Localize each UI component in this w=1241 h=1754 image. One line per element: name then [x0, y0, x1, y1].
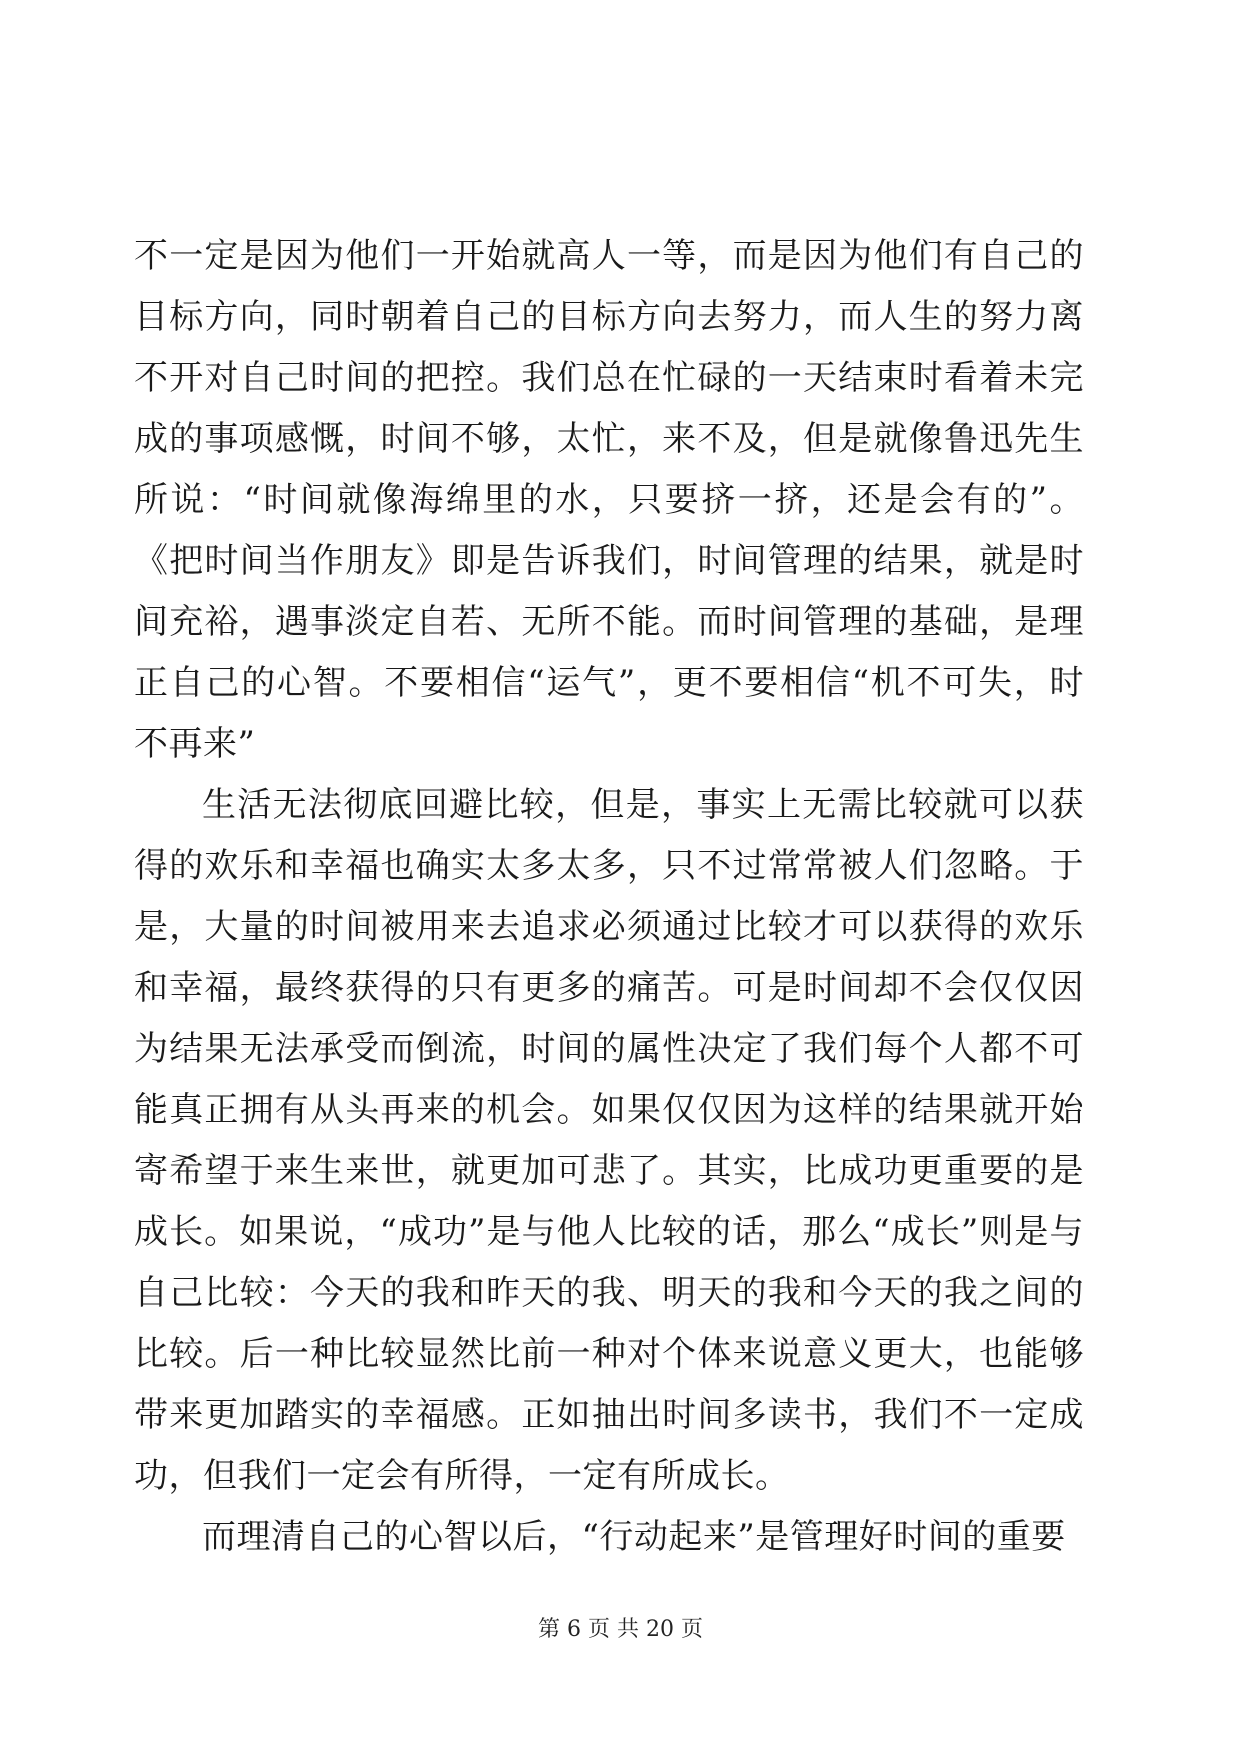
- document-body: [134, 226, 1084, 1568]
- paragraph-1: 不一定是因为他们一开始就高人一等，而是因为他们有自己的目标方向，同时朝着自己的目标方向去努力，而人生的努力离不开对自己时间的把控。我们总在忙碌的一天结束时看着未完成的事项感慨，时间不够，太忙，来不及，但是就像鲁迅先生所说：“时间就像海绵里的水，只要挤一挤，还是会有的”。《把时间当作朋友》即是告诉我们，时间管理的结果，就是时间充裕，遇事淡定自若、无所不能。而时间管理的基础，是理正自己的心智。不要相信“运气”，更不要相信“机不可失，时不再来”: [134, 236, 1084, 764]
- page-number-footer: 第 6 页 共 20 页: [538, 1617, 703, 1642]
- paragraph-3: 而理清自己的心智以后，“行动起来”是管理好时间的重要: [202, 1517, 1066, 1557]
- paragraph-2: 生活无法彻底回避比较，但是，事实上无需比较就可以获得的欢乐和幸福也确实太多太多，只不过常常被人们忽略。于是，大量的时间被用来去追求必须通过比较才可以获得的欢乐和幸福，最终获得的只有更多的痛苦。可是时间却不会仅仅因为结果无法承受而倒流，时间的属性决定了我们每个人都不可能真正拥有从头再来的机会。如果仅仅因为这样的结果就开始寄希望于来生来世，就更加可悲了。其实，比成功更重要的是成长。如果说，“成功”是与他人比较的话，那么“成长”则是与自己比较：今天的我和昨天的我、明天的我和今天的我之间的比较。后一种比较显然比前一种对个体来说意义更大，也能够带来更加踏实的幸福感。正如抽出时间多读书，我们不一定成功，但我们一定会有所得，一定有所成长。: [134, 785, 1084, 1496]
